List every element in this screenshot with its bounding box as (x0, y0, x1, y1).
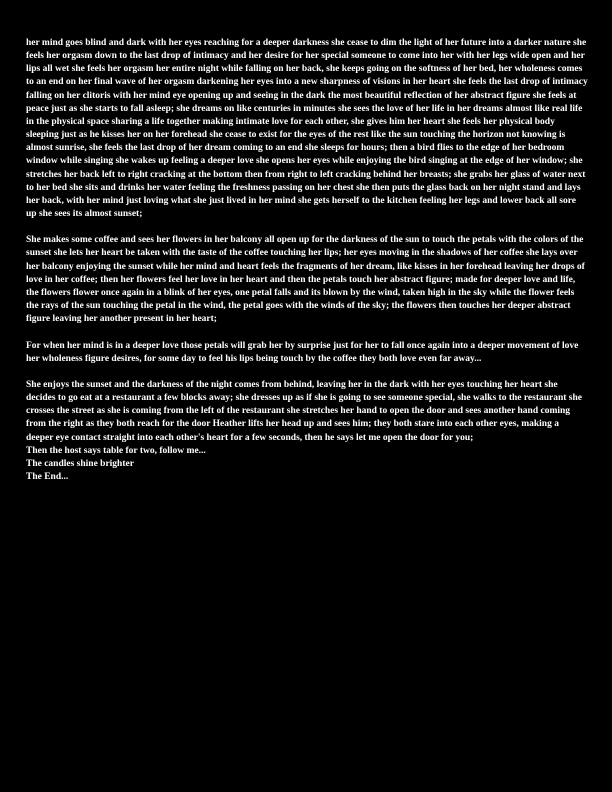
paragraph-3: For when her mind is in a deeper love those petals will grab her by surprise just for her to fall once again into a deeper movement of love her wholeness figure desires, for some day to feel his lips being touch by the coffee they both love even far away... (26, 340, 579, 364)
paragraph-4: She enjoys the sunset and the darkness of the night comes from behind, leaving her in the dark with her eyes touching her heart she decides to go eat at a restaurant a few blocks away; she dresses up as if she is going to see someone special, she walks to the restaurant she crosses the street as she is coming from the left of the restaurant she stretches her hand to open the door and sees another hand coming from the right as they both reach for the door Heather lifts her head up and sees him; they both stare into each other eyes, making a deeper eye contact straight into each other's heart for a few seconds, then he says let me open the door for you; (26, 380, 582, 443)
story-text (26, 37, 588, 484)
paragraph-1: her mind goes blind and dark with her eyes reaching for a deeper darkness she cease to dim the light of her future into a darker nature she feels her orgasm down to the last drop of intimacy and her desire for her special someone to come into her with her legs wide open and her lips all wet she feels her orgasm her entire night while falling on her back, she keeps going on the softness of her bed, her wholeness comes to an end on her final wave of her orgasm darkening her eyes into a new sharpness of visions in her heart she feels the last drop of intimacy falling on her clitoris with her mind eye opening up and seeing in the dark the most beautiful reflection of her abstract figure she feels at peace just as she starts to fall asleep; she dreams on like centuries in minutes she sees the love of her life in her dreams almost like real life in the physical space sharing a life together making intimate love for each other, she gives him her heart she feels her physical body sleeping just as he kisses her on her forehead she cease to exist for the eyes of the rest like the sun touching the horizon not knowing is almost sunrise, she feels the last drop of her dream coming to an end she sleeps for hours; then a bird flies to the edge of her bedroom window while singing she wakes up feeling a deeper love she opens her eyes while enjoying the bird singing at the edge of her window; she stretches her back left to right cracking at the bottom then from right to left cracking behind her breasts; she grabs her glass of water next to her bed she sits and drinks her water feeling the freshness passing on her chest she then puts the glass back on her night stand and lays her back, with her mind just loving what she just lived in her mind she gets herself to the kitchen feeling her legs and lower back all sore up she sees its almost sunset; (26, 38, 588, 220)
paragraph-2: She makes some coffee and sees her flowers in her balcony all open up for the darkness of the sun to touch the petals with the colors of the sunset she lets her heart be taken with the taste of the coffee touching her lips; her eyes moving in the shadows of her coffee she lays over her balcony enjoying the sunset while her mind and heart feels the fragments of her dream, like kisses in her forehead leaving her drops of love in her coffee; then her flowers feel her love in her heart and then the petals touch her abstract figure; made for deeper love and life, the flowers flower once again in a blink of her eyes, one petal falls and its blown by the wind, taken high in the sky while the flower feels the rays of the sun touching the petal in the wind, the petal goes with the winds of the sky; the flowers then touches her deeper abstract figure leaving her another present in her heart; (26, 235, 585, 325)
closing-line-host: Then the host says table for two, follow me... (26, 445, 206, 456)
closing-line-the-end: The End... (26, 472, 69, 483)
closing-line-candles: The candles shine brighter (26, 458, 134, 469)
